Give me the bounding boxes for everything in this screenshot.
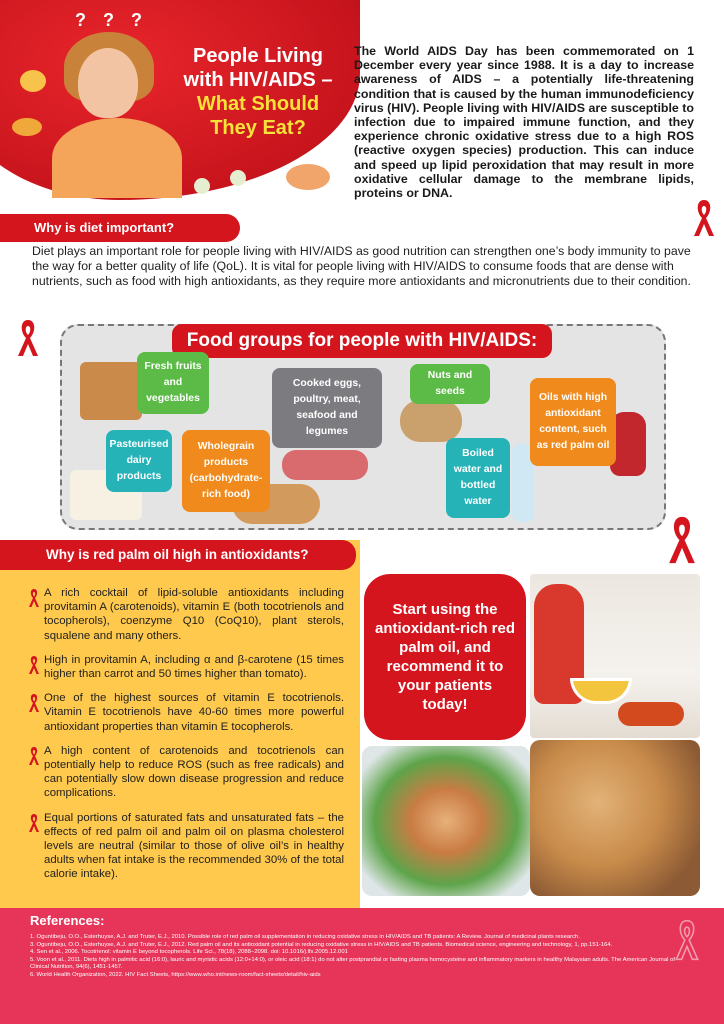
list-item [24, 811, 344, 882]
palm-oil-photo [530, 574, 700, 738]
title-highlight: They Eat? [210, 117, 306, 139]
person-body-illustration [52, 118, 182, 198]
apple-icon [230, 170, 246, 186]
vegetable-crate-illustration [80, 362, 142, 420]
awareness-ribbon-icon [24, 746, 44, 766]
awareness-ribbon-icon [690, 198, 718, 238]
diet-paragraph: Diet plays an important role for people living with HIV/AIDS as good nutrition can strengthen one’s body immunity to pave the way for a better quality of life (QoL). It is vital for people living with HIV/AIDS to consume foods that are dense with nutrients, such as food with high antioxidants, as they require more antioxidants and micronutrients due to their condition. [32, 244, 691, 288]
apple-icon [194, 178, 210, 194]
food-doodle-icon [12, 118, 42, 136]
point-text: Equal portions of saturated fats and unsaturated fats – the effects of red palm oil and palm oil on plasma cholesterol levels are neutral (similar to those of olive oil’s in healthy adults when fat intake is the recommended 30% of the total calorie intake). [44, 811, 344, 881]
meat-fish-illustration [282, 450, 368, 480]
point-text: A high content of carotenoids and tocotrienols can potentially help to reduce ROS (such as free radicals) and can potentially slow down disease progression and reduce complications. [44, 744, 344, 800]
reference-item: 6. World Health Organization, 2022. HIV Fact Sheets, https://www.who.int/news-room/fact-sheets/detail/hiv-aids [30, 971, 321, 978]
food-group-protein: Cooked eggs, poultry, meat, seafood and legumes [272, 368, 382, 448]
section-heading-red-palm: Why is red palm oil high in antioxidants? [0, 540, 356, 570]
hero-banner [0, 0, 350, 205]
awareness-ribbon-icon [24, 655, 44, 675]
fish-icon [286, 164, 330, 190]
reference-item: 5. Voon et al., 2011. Diets high in palmitic acid (16:0), lauric and myristic acids (12:0+14:0), or oleic acid (18:1) do not alter postprandial or fasting plasma homocysteine and inflammatory markers in healthy Malaysian adults. The American Journal of Clinical Nutrition, 94(6), 1451-1457. [30, 956, 675, 971]
awareness-ribbon-icon [24, 588, 44, 608]
reference-item: 3. Oguntibeju, O.O., Esterhuyse, A.J. and Truter, E.J., 2012. Red palm oil and its antioxidant potential in reducing oxidative stress in HIV/AIDS and TB patients. Biomedical science, engineering and technology, 1, pp.151-164. [30, 941, 613, 948]
awareness-ribbon-icon [672, 918, 702, 962]
awareness-ribbon-icon [24, 813, 44, 833]
salad-photo [362, 746, 530, 896]
awareness-ribbon-icon [664, 514, 700, 566]
pastries-photo [530, 740, 700, 896]
list-item [24, 691, 344, 734]
question-marks: ? ? ? [75, 10, 148, 30]
references-title: References: [30, 913, 105, 928]
awareness-ribbon-icon [14, 318, 42, 358]
person-face-illustration [78, 48, 138, 118]
awareness-ribbon-icon [24, 693, 44, 713]
nuts-illustration [400, 400, 462, 442]
palm-fruit-icon [618, 702, 684, 726]
point-text: High in provitamin A, including α and β-carotene (15 times higher than carrot and 50 times higher than tomato). [44, 653, 344, 681]
red-palm-points [24, 586, 344, 892]
food-group-nuts-seeds: Nuts and seeds [410, 364, 490, 404]
point-text: One of the highest sources of vitamin E tocotrienols. Vitamin E tocotrienols have 40-60 times more powerful antioxidant properties than vitamin E tocopherols. [44, 692, 344, 733]
references-list [30, 934, 690, 980]
section-heading-diet: Why is diet important? [0, 214, 240, 242]
food-doodle-icon [20, 70, 46, 92]
title-line: with HIV/AIDS – [183, 69, 333, 91]
title-highlight: What Should [196, 93, 320, 115]
list-item [24, 653, 344, 681]
call-to-action: Start using the antioxidant-rich red palm oil, and recommend it to your patients today! [364, 574, 526, 740]
list-item [24, 744, 344, 801]
intro-paragraph: The World AIDS Day has been commemorated on 1 December every year since 1988. It is a day to increase awareness of AIDS – a potentially life-threatening condition that is caused by the human immunodeficiency virus (HIV). People living with HIV/AIDS are susceptible to infection due to impaired immune function, and they experience chronic oxidative stress due to a high ROS (reactive oxygen species) production. This can induce and speed up lipid peroxidation that may result in more oxidative cellular damage to the membrane lipids, proteins or DNA. [354, 44, 694, 201]
food-groups-title: Food groups for people with HIV/AIDS: [172, 324, 552, 358]
food-group-dairy: Pasteurised dairy products [106, 430, 172, 492]
food-group-wholegrain: Wholegrain products (carbohydrate-rich food) [182, 430, 270, 512]
food-group-fruits-vegetables: Fresh fruits and vegetables [137, 352, 209, 414]
reference-item: 1. Oguntibeju, O.O., Esterhuyse, A.J. and Truter, E.J., 2010. Possible role of red palm oil supplementation in reducing oxidative stress in HIV/AIDS and TB patients: A Review. Journal of medicinal plants research. [30, 934, 580, 940]
reference-item: 4. Sen et al., 2006. Tocotrienol: vitamin E beyond tocopherols. Life Sci., 78(18), 2088–2098. doi: 10.1016/j.lfs.2005.12.001 [30, 949, 348, 956]
title-line: People Living [192, 45, 324, 67]
point-text: A rich cocktail of lipid-soluble antioxidants including provitamin A (carotenoids), vitamin E (both tocotrienols and tocopherols), coenzyme Q10 (CoQ10), plant sterols, squalene and many others. [44, 587, 344, 642]
page-title [168, 44, 348, 140]
food-group-oils: Oils with high antioxidant content, such as red palm oil [530, 378, 616, 466]
list-item [24, 586, 344, 643]
food-group-water: Boiled water and bottled water [446, 438, 510, 518]
